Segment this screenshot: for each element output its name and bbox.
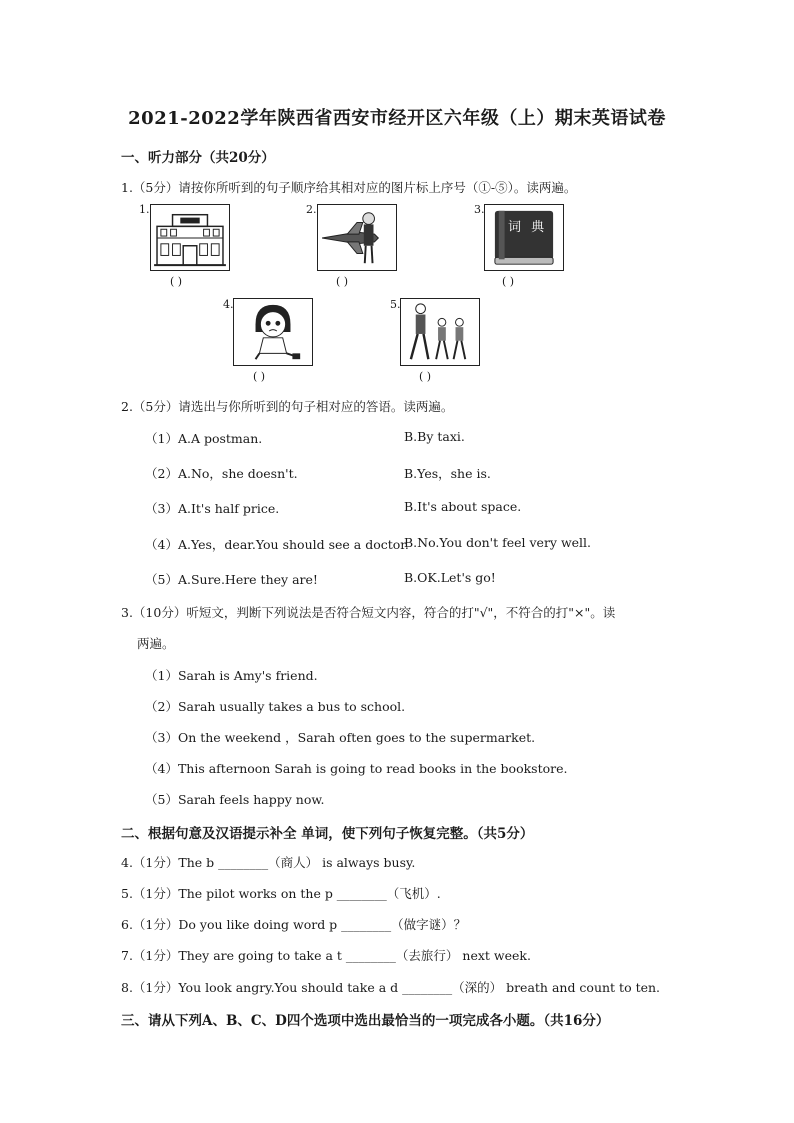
picture-1-answer-blank: ( ) bbox=[170, 275, 183, 288]
picture-3-number: 3. bbox=[474, 203, 485, 216]
q3-statement-5: （5）Sarah feels happy now. bbox=[145, 792, 325, 807]
q2-item-1-option-a: （1）A.A postman. bbox=[145, 431, 263, 446]
q2-item-1-option-b: B.By taxi. bbox=[404, 429, 465, 444]
section-1-heading: 一、听力部分（共20分） bbox=[121, 150, 275, 166]
picture-2-answer-blank: ( ) bbox=[336, 275, 349, 288]
question-4-text: 4.（1分）The b ________（商人） is always busy. bbox=[121, 855, 416, 870]
question-7-text: 7.（1分）They are going to take a t ________（去旅行） next week. bbox=[121, 948, 531, 963]
q3-statement-4: （4）This afternoon Sarah is going to read books in the bookstore. bbox=[145, 761, 568, 776]
dictionary-cover-text: 词 典 bbox=[508, 220, 548, 235]
picture-5-number: 5. bbox=[390, 298, 401, 311]
picture-1-number: 1. bbox=[139, 203, 150, 216]
picture-3-answer-blank: ( ) bbox=[502, 275, 515, 288]
q3-statement-2: （2）Sarah usually takes a bus to school. bbox=[145, 699, 406, 714]
q2-item-3-option-a: （3）A.It's half price. bbox=[145, 501, 280, 516]
picture-2-number: 2. bbox=[306, 203, 317, 216]
question-5-text: 5.（1分）The pilot works on the p ________（飞机）. bbox=[121, 886, 441, 901]
question-6-text: 6.（1分）Do you like doing word p ________（做字谜）？ bbox=[121, 917, 467, 932]
walking-people-icon bbox=[400, 298, 480, 366]
picture-5-answer-blank: ( ) bbox=[419, 370, 432, 383]
question-3-text-continued: 两遍。 bbox=[137, 636, 175, 651]
q2-item-2-option-a: （2）A.No，she doesn't. bbox=[145, 466, 298, 481]
dictionary-icon bbox=[484, 204, 564, 271]
sad-girl-icon bbox=[233, 298, 313, 366]
picture-4-number: 4. bbox=[223, 298, 234, 311]
building-icon bbox=[150, 204, 230, 271]
question-3-text: 3.（10分）听短文，判断下列说法是否符合短文内容，符合的打"√"，不符合的打"×"。读 bbox=[121, 605, 616, 620]
question-2-text: 2.（5分）请选出与你所听到的句子相对应的答语。读两遍。 bbox=[121, 399, 454, 414]
q2-item-2-option-b: B.Yes，she is. bbox=[404, 466, 491, 481]
q2-item-3-option-b: B.It's about space. bbox=[404, 499, 522, 514]
pilot-plane-icon bbox=[317, 204, 397, 271]
q2-item-5-option-a: （5）A.Sure.Here they are! bbox=[145, 572, 318, 587]
q2-item-4-option-b: B.No.You don't feel very well. bbox=[404, 535, 592, 550]
page-title: 2021-2022学年陕西省西安市经开区六年级（上）期末英语试卷 bbox=[128, 108, 666, 129]
question-1-text: 1.（5分）请按你所听到的句子顺序给其相对应的图片标上序号（①-⑤）。读两遍。 bbox=[121, 180, 577, 195]
section-3-heading: 三、请从下列A、B、C、D四个选项中选出最恰当的一项完成各小题。（共16分） bbox=[121, 1013, 610, 1029]
q3-statement-1: （1）Sarah is Amy's friend. bbox=[145, 668, 318, 683]
q2-item-4-option-a: （4）A.Yes，dear.You should see a doctor. bbox=[145, 537, 409, 552]
picture-4-answer-blank: ( ) bbox=[253, 370, 266, 383]
q2-item-5-option-b: B.OK.Let's go! bbox=[404, 570, 496, 585]
q3-statement-3: （3）On the weekend ，Sarah often goes to the supermarket. bbox=[145, 730, 536, 745]
question-8-text: 8.（1分）You look angry.You should take a d ________（深的） breath and count to ten. bbox=[121, 980, 661, 995]
section-2-heading: 二、根据句意及汉语提示补全 单词，使下列句子恢复完整。（共5分） bbox=[121, 826, 534, 842]
